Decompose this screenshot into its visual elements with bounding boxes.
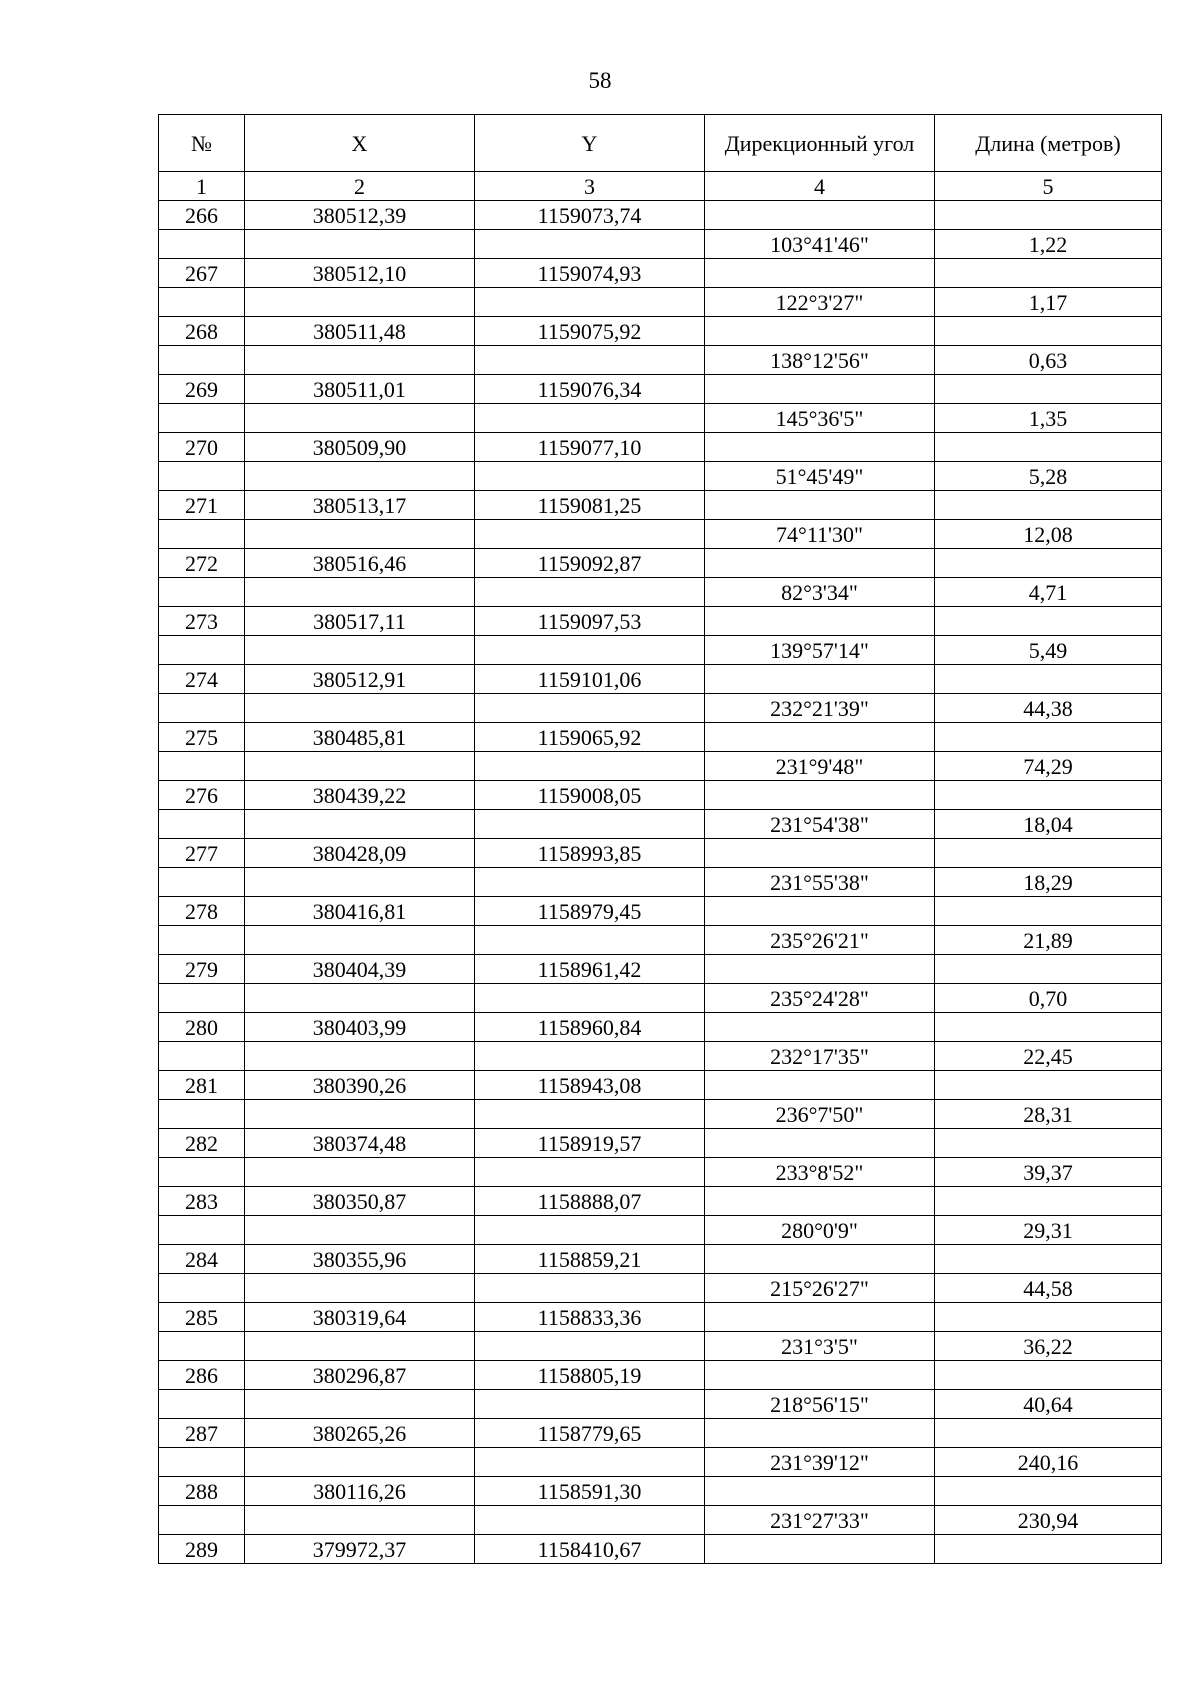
table-row <box>159 665 1162 694</box>
table-row <box>159 1158 1162 1187</box>
cell-length <box>935 1477 1162 1506</box>
table-row <box>159 1332 1162 1361</box>
cell-y: 1159008,05 <box>475 781 705 810</box>
cell-length <box>935 1245 1162 1274</box>
table-row <box>159 752 1162 781</box>
cell-y: 1158943,08 <box>475 1071 705 1100</box>
table-row <box>159 1042 1162 1071</box>
cell-length: 40,64 <box>935 1390 1162 1419</box>
cell-x <box>245 346 475 375</box>
cell-x <box>245 1332 475 1361</box>
cell-y: 1158859,21 <box>475 1245 705 1274</box>
cell-length <box>935 1303 1162 1332</box>
cell-y: 1159092,87 <box>475 549 705 578</box>
cell-x <box>245 694 475 723</box>
cell-length: 0,70 <box>935 984 1162 1013</box>
cell-point-number <box>159 1448 245 1477</box>
cell-direction-angle <box>705 433 935 462</box>
cell-x: 380350,87 <box>245 1187 475 1216</box>
cell-direction-angle <box>705 1129 935 1158</box>
table-row <box>159 1013 1162 1042</box>
cell-direction-angle: 231°27'33" <box>705 1506 935 1535</box>
cell-direction-angle <box>705 607 935 636</box>
cell-point-number: 273 <box>159 607 245 636</box>
cell-length: 1,35 <box>935 404 1162 433</box>
table-row <box>159 1448 1162 1477</box>
cell-length <box>935 607 1162 636</box>
table-row <box>159 491 1162 520</box>
cell-direction-angle: 103°41'46" <box>705 230 935 259</box>
cell-y <box>475 868 705 897</box>
cell-point-number: 279 <box>159 955 245 984</box>
cell-point-number <box>159 288 245 317</box>
table-row <box>159 1535 1162 1564</box>
cell-y <box>475 1332 705 1361</box>
table-row <box>159 1303 1162 1332</box>
table-row <box>159 984 1162 1013</box>
table-row <box>159 259 1162 288</box>
cell-x <box>245 1158 475 1187</box>
column-numbering-row <box>159 172 1162 201</box>
cell-y: 1159081,25 <box>475 491 705 520</box>
cell-length <box>935 897 1162 926</box>
table-row <box>159 201 1162 230</box>
cell-point-number: 269 <box>159 375 245 404</box>
cell-y <box>475 520 705 549</box>
cell-x: 380512,91 <box>245 665 475 694</box>
cell-x: 380428,09 <box>245 839 475 868</box>
cell-length <box>935 1013 1162 1042</box>
cell-y <box>475 1100 705 1129</box>
cell-x <box>245 1216 475 1245</box>
cell-direction-angle <box>705 1303 935 1332</box>
cell-point-number: 289 <box>159 1535 245 1564</box>
cell-length: 18,04 <box>935 810 1162 839</box>
table-row <box>159 1216 1162 1245</box>
cell-x <box>245 868 475 897</box>
cell-direction-angle <box>705 259 935 288</box>
cell-point-number: 275 <box>159 723 245 752</box>
cell-direction-angle <box>705 665 935 694</box>
cell-direction-angle <box>705 317 935 346</box>
cell-direction-angle: 233°8'52" <box>705 1158 935 1187</box>
cell-x: 380355,96 <box>245 1245 475 1274</box>
table-row <box>159 1477 1162 1506</box>
cell-x: 380404,39 <box>245 955 475 984</box>
table-row <box>159 694 1162 723</box>
cell-point-number <box>159 810 245 839</box>
cell-point-number <box>159 636 245 665</box>
cell-length <box>935 1071 1162 1100</box>
column-number: 2 <box>245 172 475 201</box>
column-number: 3 <box>475 172 705 201</box>
cell-point-number: 283 <box>159 1187 245 1216</box>
cell-length: 18,29 <box>935 868 1162 897</box>
cell-x <box>245 1274 475 1303</box>
cell-x: 380513,17 <box>245 491 475 520</box>
page-number: 58 <box>588 68 612 93</box>
cell-y: 1158979,45 <box>475 897 705 926</box>
cell-direction-angle: 231°3'5" <box>705 1332 935 1361</box>
cell-length: 240,16 <box>935 1448 1162 1477</box>
cell-direction-angle <box>705 1013 935 1042</box>
cell-direction-angle: 138°12'56" <box>705 346 935 375</box>
cell-length <box>935 375 1162 404</box>
cell-x: 380512,39 <box>245 201 475 230</box>
cell-point-number <box>159 1100 245 1129</box>
cell-direction-angle <box>705 491 935 520</box>
cell-point-number <box>159 984 245 1013</box>
table-row <box>159 288 1162 317</box>
cell-y: 1159101,06 <box>475 665 705 694</box>
cell-x: 380517,11 <box>245 607 475 636</box>
table-row <box>159 1100 1162 1129</box>
cell-point-number: 277 <box>159 839 245 868</box>
table-row <box>159 462 1162 491</box>
cell-y <box>475 1216 705 1245</box>
header-number: № <box>159 115 245 172</box>
cell-length <box>935 259 1162 288</box>
cell-direction-angle: 145°36'5" <box>705 404 935 433</box>
cell-direction-angle: 280°0'9" <box>705 1216 935 1245</box>
table-row <box>159 1129 1162 1158</box>
cell-point-number <box>159 752 245 781</box>
cell-point-number <box>159 1216 245 1245</box>
cell-x <box>245 578 475 607</box>
table-row <box>159 897 1162 926</box>
cell-x <box>245 636 475 665</box>
cell-y <box>475 230 705 259</box>
cell-point-number: 268 <box>159 317 245 346</box>
cell-direction-angle <box>705 375 935 404</box>
cell-x: 380296,87 <box>245 1361 475 1390</box>
table-row <box>159 1071 1162 1100</box>
cell-y: 1158410,67 <box>475 1535 705 1564</box>
cell-direction-angle <box>705 897 935 926</box>
cell-length <box>935 723 1162 752</box>
cell-y: 1159097,53 <box>475 607 705 636</box>
table-row <box>159 1245 1162 1274</box>
cell-direction-angle: 218°56'15" <box>705 1390 935 1419</box>
cell-point-number: 280 <box>159 1013 245 1042</box>
cell-x: 380390,26 <box>245 1071 475 1100</box>
cell-point-number: 287 <box>159 1419 245 1448</box>
cell-direction-angle: 74°11'30" <box>705 520 935 549</box>
cell-x: 380416,81 <box>245 897 475 926</box>
cell-point-number <box>159 404 245 433</box>
table-row <box>159 781 1162 810</box>
cell-point-number: 272 <box>159 549 245 578</box>
table-row <box>159 839 1162 868</box>
cell-direction-angle: 235°24'28" <box>705 984 935 1013</box>
cell-y: 1159076,34 <box>475 375 705 404</box>
cell-y <box>475 926 705 955</box>
cell-length <box>935 665 1162 694</box>
cell-length: 39,37 <box>935 1158 1162 1187</box>
cell-point-number <box>159 1274 245 1303</box>
cell-length: 21,89 <box>935 926 1162 955</box>
cell-y: 1158591,30 <box>475 1477 705 1506</box>
cell-y: 1159065,92 <box>475 723 705 752</box>
cell-length: 12,08 <box>935 520 1162 549</box>
cell-y: 1159073,74 <box>475 201 705 230</box>
cell-x: 380516,46 <box>245 549 475 578</box>
cell-length: 74,29 <box>935 752 1162 781</box>
column-number: 4 <box>705 172 935 201</box>
table-row <box>159 520 1162 549</box>
cell-point-number <box>159 1042 245 1071</box>
cell-point-number: 282 <box>159 1129 245 1158</box>
cell-direction-angle <box>705 549 935 578</box>
cell-length <box>935 491 1162 520</box>
cell-y: 1158919,57 <box>475 1129 705 1158</box>
cell-x: 380509,90 <box>245 433 475 462</box>
cell-x <box>245 520 475 549</box>
cell-point-number: 271 <box>159 491 245 520</box>
cell-x: 380319,64 <box>245 1303 475 1332</box>
cell-length: 1,17 <box>935 288 1162 317</box>
header-y: Y <box>475 115 705 172</box>
cell-length: 1,22 <box>935 230 1162 259</box>
column-number: 1 <box>159 172 245 201</box>
cell-y <box>475 1506 705 1535</box>
cell-x: 380116,26 <box>245 1477 475 1506</box>
cell-point-number: 267 <box>159 259 245 288</box>
cell-point-number <box>159 462 245 491</box>
cell-point-number <box>159 926 245 955</box>
cell-length: 44,38 <box>935 694 1162 723</box>
cell-point-number: 266 <box>159 201 245 230</box>
cell-length: 44,58 <box>935 1274 1162 1303</box>
cell-length: 22,45 <box>935 1042 1162 1071</box>
cell-length <box>935 317 1162 346</box>
cell-point-number: 278 <box>159 897 245 926</box>
cell-length <box>935 1361 1162 1390</box>
cell-x <box>245 752 475 781</box>
table-row <box>159 317 1162 346</box>
cell-direction-angle <box>705 1419 935 1448</box>
cell-y <box>475 984 705 1013</box>
cell-direction-angle: 122°3'27" <box>705 288 935 317</box>
table-row <box>159 607 1162 636</box>
cell-point-number: 286 <box>159 1361 245 1390</box>
cell-y: 1158960,84 <box>475 1013 705 1042</box>
cell-direction-angle <box>705 201 935 230</box>
cell-length: 230,94 <box>935 1506 1162 1535</box>
cell-x: 380511,01 <box>245 375 475 404</box>
cell-y <box>475 288 705 317</box>
cell-direction-angle: 231°55'38" <box>705 868 935 897</box>
cell-length: 4,71 <box>935 578 1162 607</box>
cell-y <box>475 1042 705 1071</box>
cell-length <box>935 1419 1162 1448</box>
table-row <box>159 346 1162 375</box>
cell-y <box>475 462 705 491</box>
table-row <box>159 1506 1162 1535</box>
cell-direction-angle <box>705 1245 935 1274</box>
cell-x <box>245 984 475 1013</box>
cell-length: 0,63 <box>935 346 1162 375</box>
table-row <box>159 1187 1162 1216</box>
cell-x: 380265,26 <box>245 1419 475 1448</box>
cell-direction-angle: 215°26'27" <box>705 1274 935 1303</box>
cell-direction-angle <box>705 1361 935 1390</box>
table-row <box>159 578 1162 607</box>
cell-x: 380374,48 <box>245 1129 475 1158</box>
cell-point-number: 274 <box>159 665 245 694</box>
cell-point-number <box>159 868 245 897</box>
cell-direction-angle <box>705 1071 935 1100</box>
table-row <box>159 636 1162 665</box>
cell-y: 1158779,65 <box>475 1419 705 1448</box>
table-row <box>159 1361 1162 1390</box>
cell-length <box>935 1535 1162 1564</box>
header-length: Длина (метров) <box>935 115 1162 172</box>
cell-y <box>475 636 705 665</box>
header-direction-angle: Дирекционный угол <box>705 115 935 172</box>
cell-length: 5,49 <box>935 636 1162 665</box>
cell-y: 1158833,36 <box>475 1303 705 1332</box>
table-row <box>159 810 1162 839</box>
cell-length <box>935 549 1162 578</box>
cell-direction-angle <box>705 1187 935 1216</box>
cell-length: 28,31 <box>935 1100 1162 1129</box>
cell-x <box>245 1100 475 1129</box>
table-row <box>159 723 1162 752</box>
cell-x <box>245 1042 475 1071</box>
cell-point-number <box>159 694 245 723</box>
cell-point-number <box>159 230 245 259</box>
cell-direction-angle: 232°21'39" <box>705 694 935 723</box>
cell-point-number: 270 <box>159 433 245 462</box>
table-row <box>159 955 1162 984</box>
cell-direction-angle: 82°3'34" <box>705 578 935 607</box>
coordinates-table <box>158 114 1162 1564</box>
cell-y <box>475 346 705 375</box>
header-x: X <box>245 115 475 172</box>
cell-direction-angle <box>705 723 935 752</box>
cell-length: 36,22 <box>935 1332 1162 1361</box>
cell-x: 380512,10 <box>245 259 475 288</box>
cell-length <box>935 1129 1162 1158</box>
cell-point-number <box>159 578 245 607</box>
cell-y: 1158888,07 <box>475 1187 705 1216</box>
cell-x: 379972,37 <box>245 1535 475 1564</box>
table-row <box>159 433 1162 462</box>
cell-direction-angle: 231°9'48" <box>705 752 935 781</box>
cell-direction-angle: 235°26'21" <box>705 926 935 955</box>
table-row <box>159 1274 1162 1303</box>
cell-x: 380511,48 <box>245 317 475 346</box>
cell-point-number <box>159 1506 245 1535</box>
cell-direction-angle: 232°17'35" <box>705 1042 935 1071</box>
cell-direction-angle <box>705 1477 935 1506</box>
cell-x <box>245 810 475 839</box>
cell-x: 380439,22 <box>245 781 475 810</box>
header-row <box>159 115 1162 172</box>
cell-x <box>245 1448 475 1477</box>
cell-length <box>935 839 1162 868</box>
cell-y: 1158805,19 <box>475 1361 705 1390</box>
column-number: 5 <box>935 172 1162 201</box>
cell-direction-angle <box>705 839 935 868</box>
cell-x: 380485,81 <box>245 723 475 752</box>
table-row <box>159 926 1162 955</box>
cell-length <box>935 781 1162 810</box>
cell-point-number <box>159 346 245 375</box>
cell-length <box>935 955 1162 984</box>
cell-y: 1158993,85 <box>475 839 705 868</box>
cell-y <box>475 578 705 607</box>
cell-y <box>475 810 705 839</box>
cell-length: 29,31 <box>935 1216 1162 1245</box>
cell-y <box>475 1158 705 1187</box>
cell-y <box>475 1390 705 1419</box>
cell-y <box>475 694 705 723</box>
table-row <box>159 375 1162 404</box>
cell-direction-angle: 231°39'12" <box>705 1448 935 1477</box>
table-row <box>159 549 1162 578</box>
table-row <box>159 1390 1162 1419</box>
table-row <box>159 868 1162 897</box>
cell-point-number: 288 <box>159 1477 245 1506</box>
cell-x <box>245 1390 475 1419</box>
cell-length: 5,28 <box>935 462 1162 491</box>
cell-direction-angle <box>705 1535 935 1564</box>
cell-x <box>245 462 475 491</box>
cell-x <box>245 1506 475 1535</box>
cell-point-number <box>159 1390 245 1419</box>
cell-direction-angle <box>705 781 935 810</box>
cell-y <box>475 1274 705 1303</box>
cell-length <box>935 433 1162 462</box>
cell-point-number: 285 <box>159 1303 245 1332</box>
cell-direction-angle: 236°7'50" <box>705 1100 935 1129</box>
cell-point-number: 276 <box>159 781 245 810</box>
cell-x: 380403,99 <box>245 1013 475 1042</box>
cell-length <box>935 201 1162 230</box>
cell-x <box>245 926 475 955</box>
cell-x <box>245 288 475 317</box>
cell-point-number <box>159 1158 245 1187</box>
table-body <box>159 201 1162 1564</box>
cell-direction-angle: 139°57'14" <box>705 636 935 665</box>
cell-length <box>935 1187 1162 1216</box>
cell-point-number <box>159 520 245 549</box>
table-row <box>159 404 1162 433</box>
table-row <box>159 230 1162 259</box>
cell-point-number: 281 <box>159 1071 245 1100</box>
cell-y <box>475 404 705 433</box>
cell-y: 1159077,10 <box>475 433 705 462</box>
cell-y <box>475 752 705 781</box>
cell-point-number <box>159 1332 245 1361</box>
table-row <box>159 1419 1162 1448</box>
cell-y <box>475 1448 705 1477</box>
cell-direction-angle <box>705 955 935 984</box>
cell-y: 1158961,42 <box>475 955 705 984</box>
cell-x <box>245 230 475 259</box>
cell-point-number: 284 <box>159 1245 245 1274</box>
cell-y: 1159074,93 <box>475 259 705 288</box>
cell-y: 1159075,92 <box>475 317 705 346</box>
cell-direction-angle: 51°45'49" <box>705 462 935 491</box>
cell-x <box>245 404 475 433</box>
cell-direction-angle: 231°54'38" <box>705 810 935 839</box>
